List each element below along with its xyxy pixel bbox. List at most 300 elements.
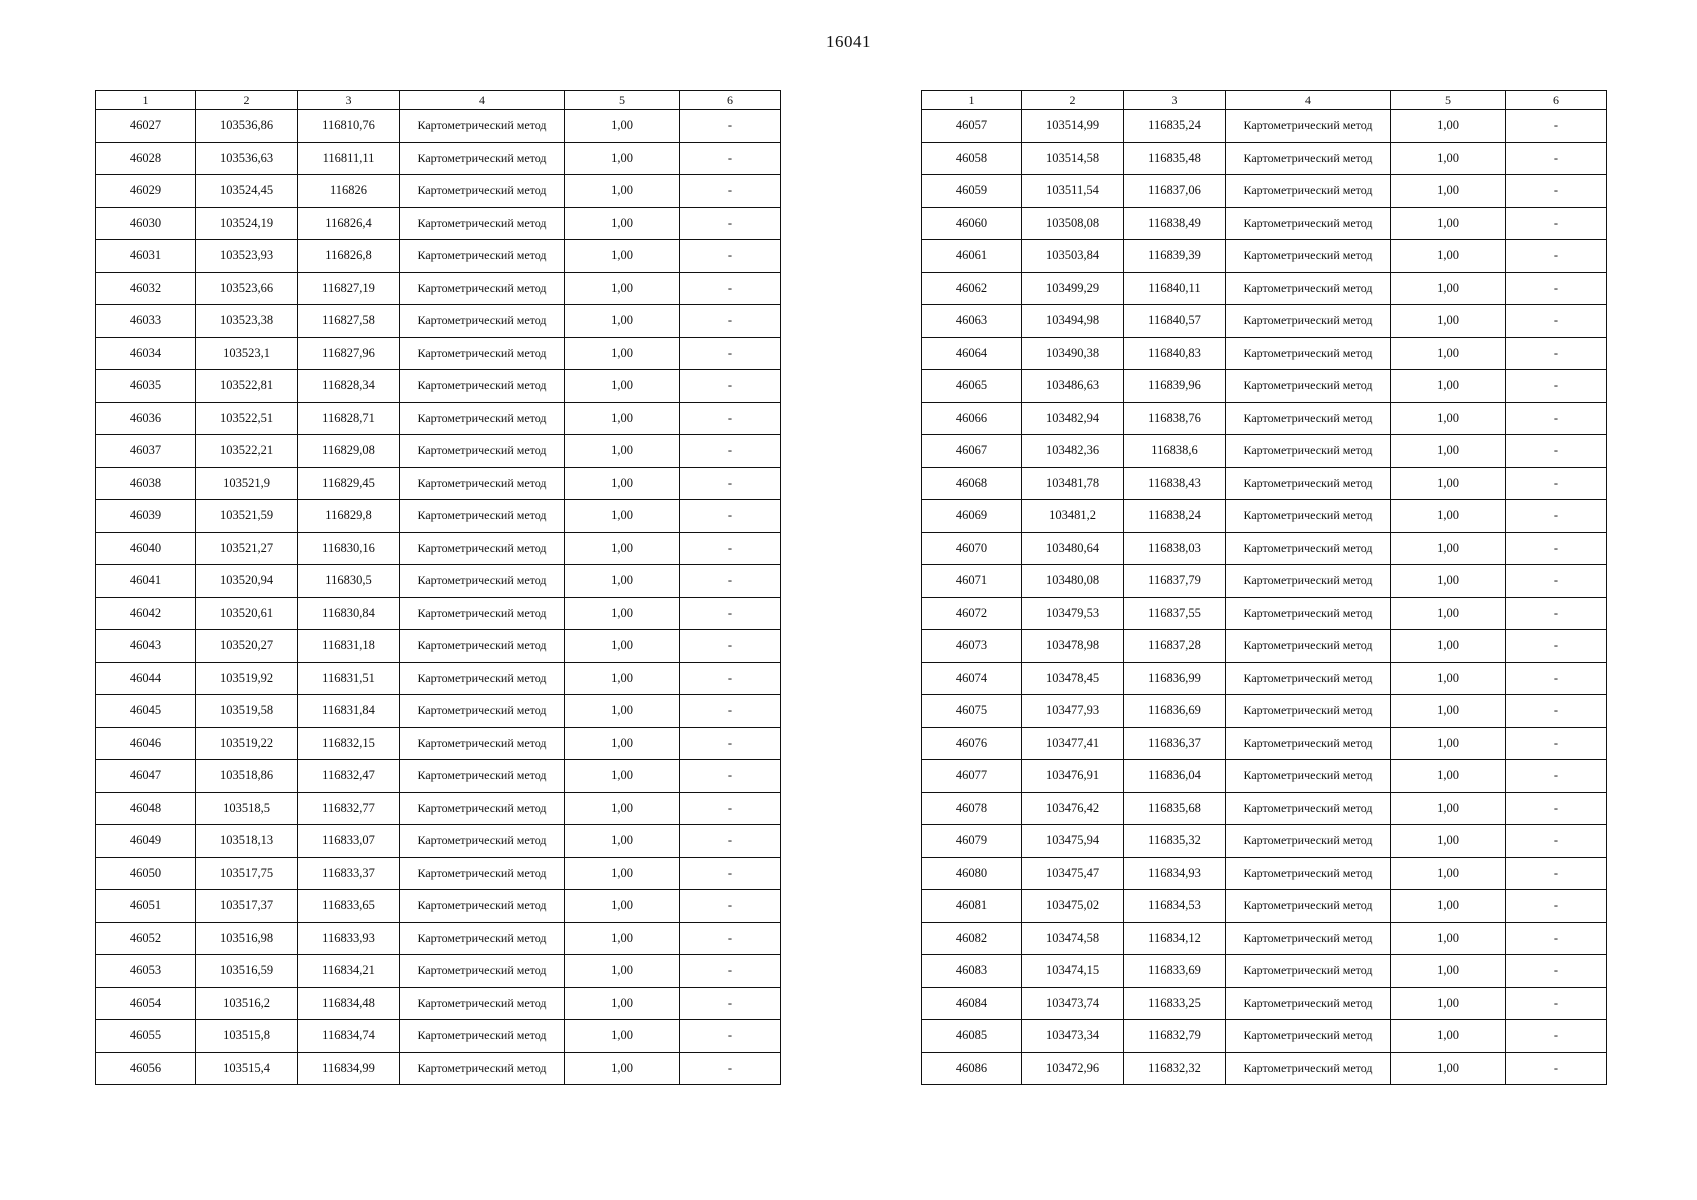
y-coordinate-cell: 116829,08 [298, 435, 400, 468]
note-cell: - [680, 435, 781, 468]
x-coordinate-cell: 103523,1 [196, 337, 298, 370]
x-coordinate-cell: 103475,47 [1022, 857, 1124, 890]
note-cell: - [680, 402, 781, 435]
table-row [922, 662, 1607, 695]
table-row [96, 207, 781, 240]
point-number-cell: 46057 [922, 110, 1022, 143]
method-cell: Картометрический метод [400, 272, 565, 305]
column-header: 3 [1124, 91, 1226, 110]
x-coordinate-cell: 103472,96 [1022, 1052, 1124, 1085]
method-cell: Картометрический метод [1226, 402, 1391, 435]
accuracy-cell: 1,00 [565, 987, 680, 1020]
point-number-cell: 46055 [96, 1020, 196, 1053]
note-cell: - [1506, 207, 1607, 240]
y-coordinate-cell: 116838,43 [1124, 467, 1226, 500]
method-cell: Картометрический метод [1226, 110, 1391, 143]
y-coordinate-cell: 116831,84 [298, 695, 400, 728]
x-coordinate-cell: 103522,81 [196, 370, 298, 403]
note-cell: - [1506, 890, 1607, 923]
y-coordinate-cell: 116834,93 [1124, 857, 1226, 890]
point-number-cell: 46053 [96, 955, 196, 988]
x-coordinate-cell: 103518,13 [196, 825, 298, 858]
table-body [922, 110, 1607, 1085]
x-coordinate-cell: 103494,98 [1022, 305, 1124, 338]
x-coordinate-cell: 103519,22 [196, 727, 298, 760]
note-cell: - [680, 922, 781, 955]
accuracy-cell: 1,00 [1391, 955, 1506, 988]
note-cell: - [680, 532, 781, 565]
accuracy-cell: 1,00 [1391, 305, 1506, 338]
accuracy-cell: 1,00 [1391, 175, 1506, 208]
accuracy-cell: 1,00 [1391, 630, 1506, 663]
table-row [922, 792, 1607, 825]
table-row [96, 727, 781, 760]
accuracy-cell: 1,00 [565, 760, 680, 793]
method-cell: Картометрический метод [400, 857, 565, 890]
point-number-cell: 46068 [922, 467, 1022, 500]
y-coordinate-cell: 116835,48 [1124, 142, 1226, 175]
y-coordinate-cell: 116834,21 [298, 955, 400, 988]
note-cell: - [1506, 662, 1607, 695]
method-cell: Картометрический метод [400, 1020, 565, 1053]
table-row [96, 337, 781, 370]
y-coordinate-cell: 116836,04 [1124, 760, 1226, 793]
accuracy-cell: 1,00 [565, 240, 680, 273]
y-coordinate-cell: 116838,6 [1124, 435, 1226, 468]
table-row [922, 695, 1607, 728]
method-cell: Картометрический метод [400, 175, 565, 208]
accuracy-cell: 1,00 [1391, 1020, 1506, 1053]
point-number-cell: 46030 [96, 207, 196, 240]
accuracy-cell: 1,00 [1391, 597, 1506, 630]
coordinates-table-right [921, 90, 1607, 1085]
y-coordinate-cell: 116826,4 [298, 207, 400, 240]
x-coordinate-cell: 103520,94 [196, 565, 298, 598]
table-row [96, 305, 781, 338]
table-row [922, 240, 1607, 273]
y-coordinate-cell: 116838,49 [1124, 207, 1226, 240]
table-row [96, 1052, 781, 1085]
point-number-cell: 46028 [96, 142, 196, 175]
table-row [96, 1020, 781, 1053]
point-number-cell: 46070 [922, 532, 1022, 565]
table-row [922, 175, 1607, 208]
table-row [922, 630, 1607, 663]
note-cell: - [680, 565, 781, 598]
note-cell: - [1506, 955, 1607, 988]
x-coordinate-cell: 103481,78 [1022, 467, 1124, 500]
note-cell: - [680, 727, 781, 760]
table-row [96, 175, 781, 208]
accuracy-cell: 1,00 [565, 532, 680, 565]
method-cell: Картометрический метод [400, 662, 565, 695]
note-cell: - [1506, 727, 1607, 760]
point-number-cell: 46045 [96, 695, 196, 728]
x-coordinate-cell: 103518,5 [196, 792, 298, 825]
point-number-cell: 46054 [96, 987, 196, 1020]
method-cell: Картометрический метод [400, 695, 565, 728]
note-cell: - [680, 142, 781, 175]
point-number-cell: 46050 [96, 857, 196, 890]
x-coordinate-cell: 103519,58 [196, 695, 298, 728]
x-coordinate-cell: 103516,2 [196, 987, 298, 1020]
point-number-cell: 46059 [922, 175, 1022, 208]
x-coordinate-cell: 103520,27 [196, 630, 298, 663]
accuracy-cell: 1,00 [565, 500, 680, 533]
table-row [922, 467, 1607, 500]
note-cell: - [680, 662, 781, 695]
table-row [96, 695, 781, 728]
table-row [922, 760, 1607, 793]
table-row [922, 825, 1607, 858]
method-cell: Картометрический метод [1226, 175, 1391, 208]
y-coordinate-cell: 116829,45 [298, 467, 400, 500]
note-cell: - [1506, 1052, 1607, 1085]
method-cell: Картометрический метод [1226, 695, 1391, 728]
x-coordinate-cell: 103522,51 [196, 402, 298, 435]
accuracy-cell: 1,00 [1391, 435, 1506, 468]
note-cell: - [1506, 532, 1607, 565]
y-coordinate-cell: 116834,53 [1124, 890, 1226, 923]
accuracy-cell: 1,00 [1391, 727, 1506, 760]
x-coordinate-cell: 103516,98 [196, 922, 298, 955]
accuracy-cell: 1,00 [565, 662, 680, 695]
x-coordinate-cell: 103480,08 [1022, 565, 1124, 598]
method-cell: Картометрический метод [1226, 500, 1391, 533]
method-cell: Картометрический метод [400, 402, 565, 435]
accuracy-cell: 1,00 [1391, 825, 1506, 858]
y-coordinate-cell: 116835,24 [1124, 110, 1226, 143]
method-cell: Картометрический метод [1226, 435, 1391, 468]
x-coordinate-cell: 103514,99 [1022, 110, 1124, 143]
note-cell: - [1506, 272, 1607, 305]
method-cell: Картометрический метод [400, 760, 565, 793]
accuracy-cell: 1,00 [565, 597, 680, 630]
table-row [96, 565, 781, 598]
point-number-cell: 46043 [96, 630, 196, 663]
column-header: 4 [1226, 91, 1391, 110]
table-row [96, 500, 781, 533]
table-row [96, 792, 781, 825]
x-coordinate-cell: 103536,63 [196, 142, 298, 175]
y-coordinate-cell: 116833,69 [1124, 955, 1226, 988]
y-coordinate-cell: 116837,55 [1124, 597, 1226, 630]
y-coordinate-cell: 116840,57 [1124, 305, 1226, 338]
method-cell: Картометрический метод [400, 727, 565, 760]
table-row [96, 402, 781, 435]
header-row [922, 91, 1607, 110]
x-coordinate-cell: 103482,36 [1022, 435, 1124, 468]
point-number-cell: 46037 [96, 435, 196, 468]
method-cell: Картометрический метод [1226, 272, 1391, 305]
point-number-cell: 46081 [922, 890, 1022, 923]
x-coordinate-cell: 103479,53 [1022, 597, 1124, 630]
table-row [96, 272, 781, 305]
y-coordinate-cell: 116811,11 [298, 142, 400, 175]
point-number-cell: 46082 [922, 922, 1022, 955]
method-cell: Картометрический метод [1226, 467, 1391, 500]
method-cell: Картометрический метод [400, 435, 565, 468]
method-cell: Картометрический метод [1226, 1020, 1391, 1053]
y-coordinate-cell: 116827,19 [298, 272, 400, 305]
note-cell: - [680, 175, 781, 208]
table-header [922, 91, 1607, 110]
accuracy-cell: 1,00 [1391, 987, 1506, 1020]
x-coordinate-cell: 103490,38 [1022, 337, 1124, 370]
method-cell: Картометрический метод [1226, 955, 1391, 988]
x-coordinate-cell: 103474,58 [1022, 922, 1124, 955]
method-cell: Картометрический метод [400, 987, 565, 1020]
point-number-cell: 46035 [96, 370, 196, 403]
column-header: 5 [1391, 91, 1506, 110]
note-cell: - [1506, 857, 1607, 890]
x-coordinate-cell: 103478,98 [1022, 630, 1124, 663]
method-cell: Картометрический метод [400, 467, 565, 500]
point-number-cell: 46029 [96, 175, 196, 208]
y-coordinate-cell: 116831,51 [298, 662, 400, 695]
point-number-cell: 46061 [922, 240, 1022, 273]
point-number-cell: 46078 [922, 792, 1022, 825]
point-number-cell: 46080 [922, 857, 1022, 890]
table-row [96, 825, 781, 858]
point-number-cell: 46048 [96, 792, 196, 825]
method-cell: Картометрический метод [400, 305, 565, 338]
x-coordinate-cell: 103523,66 [196, 272, 298, 305]
point-number-cell: 46042 [96, 597, 196, 630]
accuracy-cell: 1,00 [565, 110, 680, 143]
table-row [96, 955, 781, 988]
table-row [96, 987, 781, 1020]
y-coordinate-cell: 116832,79 [1124, 1020, 1226, 1053]
table-row [96, 597, 781, 630]
x-coordinate-cell: 103514,58 [1022, 142, 1124, 175]
point-number-cell: 46086 [922, 1052, 1022, 1085]
accuracy-cell: 1,00 [1391, 695, 1506, 728]
note-cell: - [1506, 337, 1607, 370]
x-coordinate-cell: 103521,59 [196, 500, 298, 533]
x-coordinate-cell: 103523,93 [196, 240, 298, 273]
point-number-cell: 46056 [96, 1052, 196, 1085]
x-coordinate-cell: 103517,75 [196, 857, 298, 890]
accuracy-cell: 1,00 [1391, 792, 1506, 825]
table-row [922, 207, 1607, 240]
note-cell: - [680, 792, 781, 825]
method-cell: Картометрический метод [1226, 662, 1391, 695]
y-coordinate-cell: 116830,16 [298, 532, 400, 565]
method-cell: Картометрический метод [400, 792, 565, 825]
point-number-cell: 46069 [922, 500, 1022, 533]
table-row [922, 987, 1607, 1020]
method-cell: Картометрический метод [400, 565, 565, 598]
x-coordinate-cell: 103477,93 [1022, 695, 1124, 728]
y-coordinate-cell: 116832,47 [298, 760, 400, 793]
note-cell: - [680, 467, 781, 500]
method-cell: Картометрический метод [1226, 240, 1391, 273]
table-body [96, 110, 781, 1085]
note-cell: - [1506, 435, 1607, 468]
point-number-cell: 46027 [96, 110, 196, 143]
y-coordinate-cell: 116838,24 [1124, 500, 1226, 533]
accuracy-cell: 1,00 [565, 890, 680, 923]
point-number-cell: 46073 [922, 630, 1022, 663]
y-coordinate-cell: 116831,18 [298, 630, 400, 663]
accuracy-cell: 1,00 [1391, 272, 1506, 305]
method-cell: Картометрический метод [400, 240, 565, 273]
x-coordinate-cell: 103481,2 [1022, 500, 1124, 533]
note-cell: - [680, 695, 781, 728]
y-coordinate-cell: 116834,48 [298, 987, 400, 1020]
point-number-cell: 46041 [96, 565, 196, 598]
method-cell: Картометрический метод [400, 825, 565, 858]
y-coordinate-cell: 116829,8 [298, 500, 400, 533]
accuracy-cell: 1,00 [1391, 532, 1506, 565]
y-coordinate-cell: 116840,83 [1124, 337, 1226, 370]
y-coordinate-cell: 116834,74 [298, 1020, 400, 1053]
point-number-cell: 46076 [922, 727, 1022, 760]
method-cell: Картометрический метод [1226, 142, 1391, 175]
point-number-cell: 46079 [922, 825, 1022, 858]
method-cell: Картометрический метод [400, 337, 565, 370]
point-number-cell: 46040 [96, 532, 196, 565]
note-cell: - [680, 207, 781, 240]
x-coordinate-cell: 103524,19 [196, 207, 298, 240]
point-number-cell: 46039 [96, 500, 196, 533]
table-row [922, 500, 1607, 533]
accuracy-cell: 1,00 [1391, 565, 1506, 598]
point-number-cell: 46064 [922, 337, 1022, 370]
x-coordinate-cell: 103515,4 [196, 1052, 298, 1085]
point-number-cell: 46047 [96, 760, 196, 793]
method-cell: Картометрический метод [1226, 305, 1391, 338]
y-coordinate-cell: 116838,03 [1124, 532, 1226, 565]
method-cell: Картометрический метод [400, 110, 565, 143]
x-coordinate-cell: 103511,54 [1022, 175, 1124, 208]
method-cell: Картометрический метод [1226, 825, 1391, 858]
accuracy-cell: 1,00 [565, 630, 680, 663]
accuracy-cell: 1,00 [565, 305, 680, 338]
note-cell: - [680, 337, 781, 370]
x-coordinate-cell: 103486,63 [1022, 370, 1124, 403]
method-cell: Картометрический метод [1226, 207, 1391, 240]
y-coordinate-cell: 116833,25 [1124, 987, 1226, 1020]
table-row [922, 1052, 1607, 1085]
column-header: 6 [680, 91, 781, 110]
note-cell: - [680, 597, 781, 630]
table-row [922, 955, 1607, 988]
y-coordinate-cell: 116832,32 [1124, 1052, 1226, 1085]
accuracy-cell: 1,00 [565, 955, 680, 988]
method-cell: Картометрический метод [1226, 857, 1391, 890]
method-cell: Картометрический метод [1226, 370, 1391, 403]
x-coordinate-cell: 103519,92 [196, 662, 298, 695]
y-coordinate-cell: 116836,69 [1124, 695, 1226, 728]
note-cell: - [1506, 402, 1607, 435]
y-coordinate-cell: 116828,34 [298, 370, 400, 403]
method-cell: Картометрический метод [1226, 630, 1391, 663]
accuracy-cell: 1,00 [565, 792, 680, 825]
table-row [96, 760, 781, 793]
method-cell: Картометрический метод [400, 207, 565, 240]
table-row [922, 727, 1607, 760]
column-header: 1 [922, 91, 1022, 110]
point-number-cell: 46085 [922, 1020, 1022, 1053]
y-coordinate-cell: 116836,99 [1124, 662, 1226, 695]
note-cell: - [680, 305, 781, 338]
x-coordinate-cell: 103517,37 [196, 890, 298, 923]
note-cell: - [680, 857, 781, 890]
accuracy-cell: 1,00 [1391, 922, 1506, 955]
y-coordinate-cell: 116839,96 [1124, 370, 1226, 403]
note-cell: - [680, 370, 781, 403]
method-cell: Картометрический метод [1226, 792, 1391, 825]
x-coordinate-cell: 103473,74 [1022, 987, 1124, 1020]
table-row [96, 532, 781, 565]
method-cell: Картометрический метод [1226, 760, 1391, 793]
y-coordinate-cell: 116830,5 [298, 565, 400, 598]
method-cell: Картометрический метод [400, 597, 565, 630]
column-header: 5 [565, 91, 680, 110]
note-cell: - [1506, 695, 1607, 728]
accuracy-cell: 1,00 [565, 175, 680, 208]
accuracy-cell: 1,00 [565, 857, 680, 890]
x-coordinate-cell: 103482,94 [1022, 402, 1124, 435]
point-number-cell: 46065 [922, 370, 1022, 403]
point-number-cell: 46044 [96, 662, 196, 695]
table-row [922, 337, 1607, 370]
y-coordinate-cell: 116832,77 [298, 792, 400, 825]
note-cell: - [1506, 110, 1607, 143]
y-coordinate-cell: 116826 [298, 175, 400, 208]
table-row [922, 272, 1607, 305]
method-cell: Картометрический метод [400, 142, 565, 175]
point-number-cell: 46036 [96, 402, 196, 435]
y-coordinate-cell: 116837,28 [1124, 630, 1226, 663]
table-row [922, 370, 1607, 403]
method-cell: Картометрический метод [400, 630, 565, 663]
accuracy-cell: 1,00 [565, 272, 680, 305]
table-row [922, 402, 1607, 435]
y-coordinate-cell: 116833,65 [298, 890, 400, 923]
y-coordinate-cell: 116837,79 [1124, 565, 1226, 598]
table-row [922, 565, 1607, 598]
point-number-cell: 46075 [922, 695, 1022, 728]
table-row [96, 662, 781, 695]
method-cell: Картометрический метод [400, 1052, 565, 1085]
x-coordinate-cell: 103536,86 [196, 110, 298, 143]
table-row [96, 467, 781, 500]
point-number-cell: 46066 [922, 402, 1022, 435]
note-cell: - [680, 630, 781, 663]
x-coordinate-cell: 103476,91 [1022, 760, 1124, 793]
page-number: 16041 [826, 32, 871, 51]
accuracy-cell: 1,00 [1391, 142, 1506, 175]
column-header: 1 [96, 91, 196, 110]
accuracy-cell: 1,00 [1391, 402, 1506, 435]
point-number-cell: 46063 [922, 305, 1022, 338]
method-cell: Картометрический метод [1226, 565, 1391, 598]
x-coordinate-cell: 103518,86 [196, 760, 298, 793]
x-coordinate-cell: 103522,21 [196, 435, 298, 468]
note-cell: - [680, 760, 781, 793]
note-cell: - [680, 890, 781, 923]
point-number-cell: 46052 [96, 922, 196, 955]
accuracy-cell: 1,00 [1391, 337, 1506, 370]
method-cell: Картометрический метод [400, 890, 565, 923]
x-coordinate-cell: 103515,8 [196, 1020, 298, 1053]
note-cell: - [1506, 175, 1607, 208]
accuracy-cell: 1,00 [1391, 760, 1506, 793]
note-cell: - [1506, 987, 1607, 1020]
